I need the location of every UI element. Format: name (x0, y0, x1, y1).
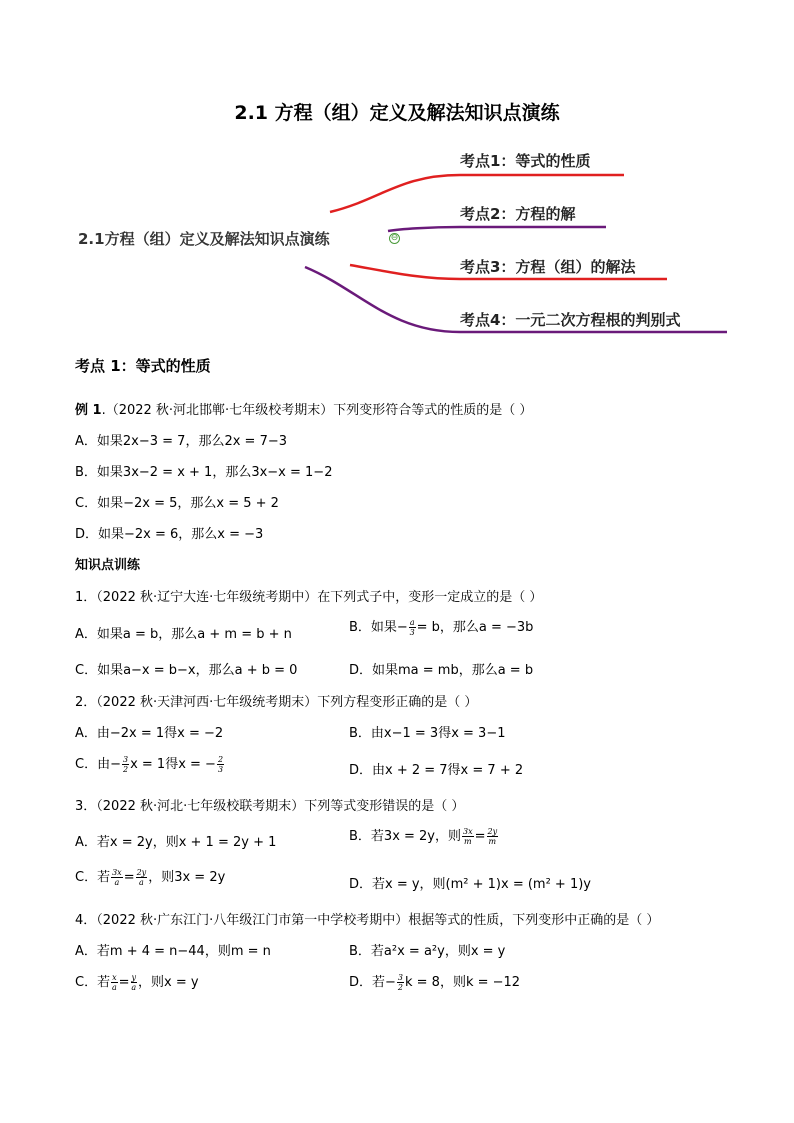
q1-option-a: A．如果a = b，那么a + m = b + n (75, 627, 292, 642)
example-option-c: C．如果−2x = 5，那么x = 5 + 2 (75, 496, 279, 511)
mindmap-branch-3[interactable]: 考点3：方程（组）的解法 (460, 258, 636, 276)
q4-option-a: A．若m + 4 = n−44，则m = n (75, 944, 271, 959)
mindmap-root: 2.1方程（组）定义及解法知识点演练 (78, 230, 330, 248)
q2-stem: 2．（2022 秋·天津河西·七年级统考期末）下列方程变形正确的是（ ） (75, 695, 478, 710)
q3-option-c: C．若 $\frac{3x}{a}$ = $\frac{2y}{a}$ ，则3x = 2y (75, 868, 226, 887)
q1-option-b (349, 616, 533, 637)
q2-option-b: B．由x−1 = 3得x = 3−1 (349, 726, 506, 741)
mindmap-connectors (0, 0, 794, 350)
example-option-b: B．如果3x−2 = x + 1，那么3x−x = 1−2 (75, 465, 333, 480)
fraction: $\frac{3}{2}$ (122, 755, 129, 774)
fraction: $\frac{2}{3}$ (217, 755, 224, 774)
fraction: $\frac{3}{2}$ (397, 973, 403, 992)
fraction: $\frac{3x}{m}$ (463, 827, 473, 846)
q2-option-d: D．由x + 2 = 7得x = 7 + 2 (349, 763, 524, 778)
example-label: 例 1 (75, 403, 102, 418)
example-option-d: D．如果−2x = 6，那么x = −3 (75, 527, 264, 542)
fraction: $\frac{y}{a}$ (131, 973, 137, 992)
fraction: $\frac{x}{a}$ (111, 973, 117, 992)
example-stem (75, 399, 532, 418)
branch-connector-2 (388, 227, 606, 231)
example-option-a: A．如果2x−3 = 7，那么2x = 7−3 (75, 434, 288, 449)
section-heading: 考点 1：等式的性质 (75, 357, 211, 375)
q1-option-c: C．如果a−x = b−x，那么a + b = 0 (75, 663, 298, 678)
q1-stem: 1．（2022 秋·辽宁大连·七年级统考期中）在下列式子中，变形一定成立的是（ ） (75, 590, 543, 605)
q2-option-c: C．由− $\frac{3}{2}$ x = 1得x = − $\frac{2}{3}$ (75, 755, 224, 774)
q4-stem: 4．（2022 秋·广东江门·八年级江门市第一中学校考期中）根据等式的性质，下列变形中正确的是（ ） (75, 913, 660, 928)
practice-heading: 知识点训练 (75, 558, 141, 573)
q4-option-d: D．若− $\frac{3}{2}$ k = 8，则k = −12 (349, 973, 521, 992)
collapse-icon[interactable]: ⊖ (390, 233, 399, 243)
fraction: $\frac{2y}{m}$ (487, 827, 498, 846)
fraction: $\frac{a}{3}$ (409, 618, 415, 637)
mindmap-branch-1[interactable]: 考点1：等式的性质 (460, 152, 591, 170)
page-title: 2.1 方程（组）定义及解法知识点演练 (234, 102, 560, 124)
q1-b-post: = b，那么a = −3b (416, 620, 534, 635)
q4-option-b: B．若a²x = a²y，则x = y (349, 944, 506, 959)
q3-option-a: A．若x = 2y，则x + 1 = 2y + 1 (75, 835, 277, 850)
q3-stem: 3．（2022 秋·河北·七年级校联考期末）下列等式变形错误的是（ ） (75, 799, 465, 814)
q3-option-d: D．若x = y，则(m² + 1)x = (m² + 1)y (349, 877, 591, 892)
q1-option-d: D．如果ma = mb，那么a = b (349, 663, 534, 678)
q3-option-b: B．若3x = 2y，则 $\frac{3x}{m}$ = $\frac{2y}{m}$ (349, 827, 498, 846)
example-text: .（2022 秋·河北邯郸·七年级校考期末）下列变形符合等式的性质的是（ ） (101, 403, 533, 418)
q1-b-pre: B．如果− (349, 620, 408, 635)
q4-option-c: C．若 $\frac{x}{a}$ = $\frac{y}{a}$ ，则x = y (75, 973, 199, 992)
fraction: $\frac{3x}{a}$ (112, 868, 122, 887)
q2-option-a: A．由−2x = 1得x = −2 (75, 726, 224, 741)
fraction: $\frac{2y}{a}$ (136, 868, 147, 887)
mindmap-branch-2[interactable]: 考点2：方程的解 (460, 205, 576, 223)
mindmap-branch-4[interactable]: 考点4：一元二次方程根的判别式 (460, 311, 681, 329)
